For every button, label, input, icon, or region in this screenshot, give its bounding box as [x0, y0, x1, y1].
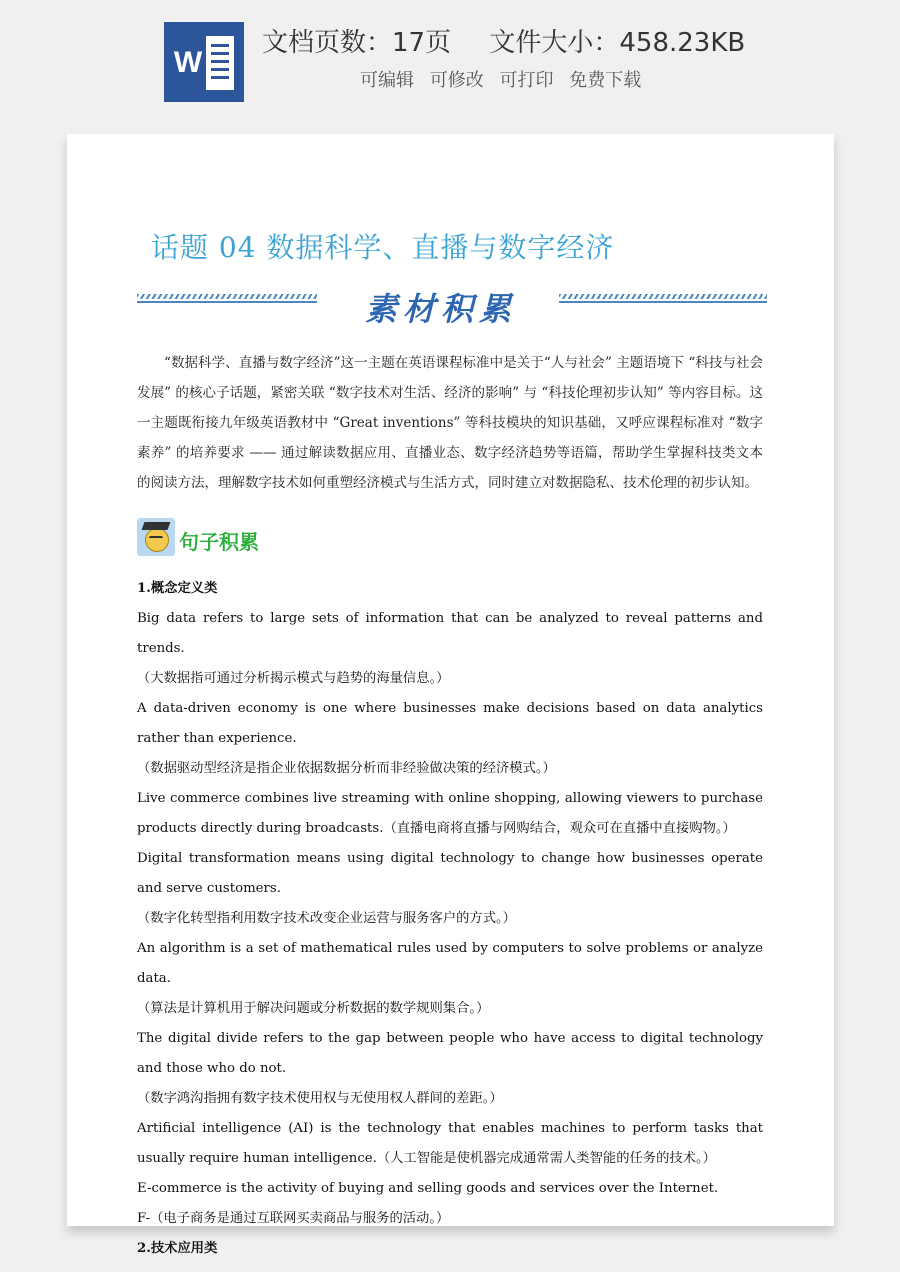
- sentence-line: Live commerce combines live streaming with online shopping, allowing viewers to purchase products directly during broadcasts.（直播电商将直播与网购结合，观众可在直播中直接购物。）: [137, 791, 763, 836]
- intro-paragraph: [137, 348, 763, 498]
- sentence-line: Digital transformation means using digital technology to change how businesses operate and serve customers.: [137, 851, 763, 896]
- file-size: 文件大小：458.23KB: [489, 28, 746, 58]
- file-meta: [262, 22, 775, 59]
- feature-modifiable: 可修改: [429, 70, 484, 91]
- mascot-icon: [137, 518, 175, 556]
- sentence-line: （数据驱动型经济是指企业依据数据分析而非经验做决策的经济模式。）: [137, 761, 556, 776]
- feature-printable: 可打印: [499, 70, 554, 91]
- doc-sheet: [206, 36, 234, 90]
- sentence-line: E-commerce is the activity of buying and selling goods and services over the Internet.: [137, 1181, 719, 1196]
- sentence-line: The digital divide refers to the gap between people who have access to digital technology and those who do not.: [137, 1031, 763, 1076]
- feature-free-download: 免费下载: [569, 70, 642, 91]
- feature-editable: 可编辑: [360, 70, 414, 91]
- sentence-line: A data-driven economy is one where businesses make decisions based on data analytics rather than experience.: [137, 701, 763, 746]
- sentence-line: An algorithm is a set of mathematical rules used by computers to solve problems or analyze data.: [137, 941, 763, 986]
- document-page: [67, 134, 834, 1256]
- section-banner: 素材积累: [365, 290, 518, 328]
- category-heading: 2.技术应用类: [137, 1241, 218, 1256]
- sentence-line: （大数据指可通过分析揭示模式与趋势的海量信息。）: [137, 671, 450, 686]
- sentence-line: Big data refers to large sets of information that can be analyzed to reveal patterns and trends.: [137, 611, 763, 656]
- sentence-line: （算法是计算机用于解决问题或分析数据的数学规则集合。）: [137, 1001, 490, 1016]
- sentence-line: （数字鸿沟指拥有数字技术使用权与无使用权人群间的差距。）: [137, 1091, 503, 1106]
- word-letter: W: [173, 46, 203, 79]
- feature-list: [360, 66, 651, 92]
- sentence-line: F-（电子商务是通过互联网买卖商品与服务的活动。）: [137, 1211, 450, 1226]
- intro-text: “数据科学、直播与数字经济”这一主题在英语课程标准中是关于“人与社会” 主题语境下 “科技与社会发展” 的核心子话题，紧密关联 “数字技术对生活、经济的影响” 与 “科技伦理初步认知” 等内容目标。这一主题既衔接九年级英语教材中 “Great inventions” 等科技模块的知识基础，又呼应课程标准对 “数字素养” 的培养要求 —— 通过解读数据应用、直播业态、数字经济趋势等语篇，帮助学生掌握科技类文本的阅读方法，理解数字技术如何重塑经济模式与生活方式，同时建立对数据隐私、技术伦理的初步认知。: [137, 355, 763, 491]
- sentence-line: Artificial intelligence (AI) is the technology that enables machines to perform tasks that usually require human intelligence.（人工智能是使机器完成通常需人类智能的任务的技术。）: [137, 1121, 763, 1166]
- banner-deco-left: [137, 294, 317, 306]
- sentence-line: （数字化转型指利用数字技术改变企业运营与服务客户的方式。）: [137, 911, 516, 926]
- category-heading: 1.概念定义类: [137, 581, 218, 596]
- doc-title: 话题 04 数据科学、直播与数字经济: [151, 231, 615, 264]
- word-doc-icon: [164, 22, 244, 102]
- sentence-list: [137, 574, 763, 1264]
- banner-deco-right: [559, 294, 767, 306]
- page-count: 文档页数：17页: [262, 28, 452, 58]
- section-heading: 句子积累: [179, 530, 259, 554]
